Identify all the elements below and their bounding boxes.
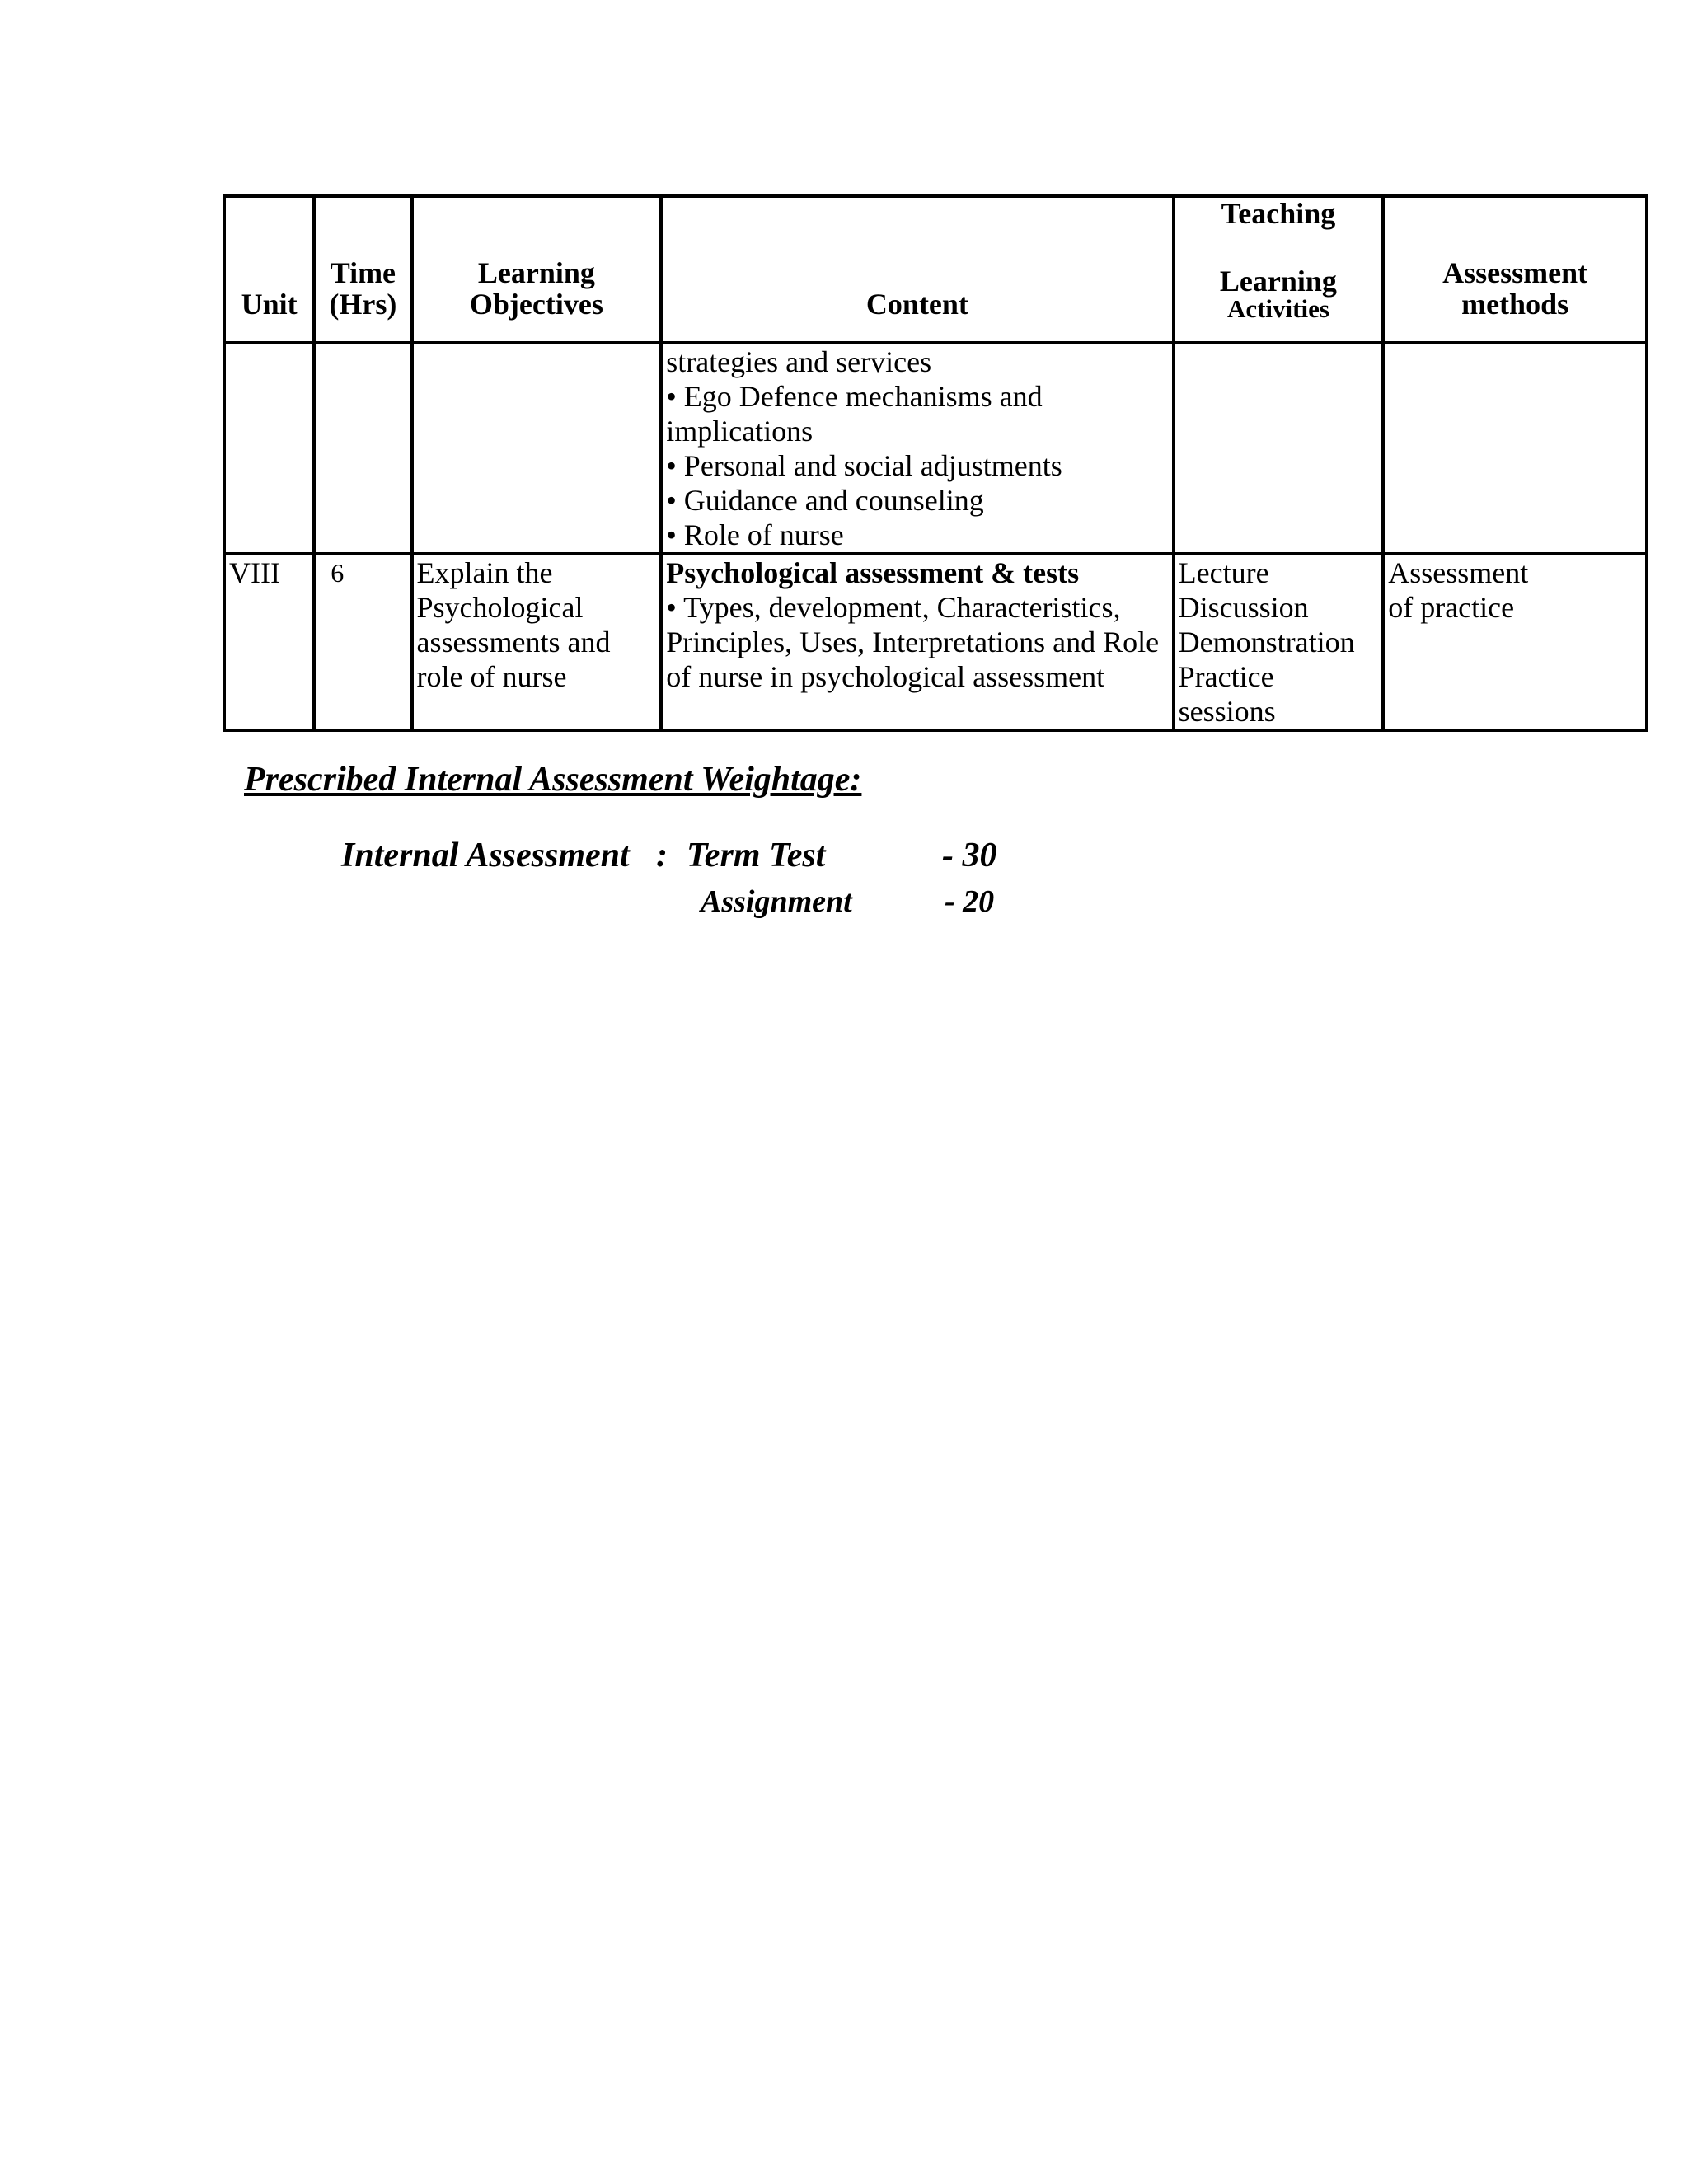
activity-item: Discussion [1178,591,1309,624]
assessment-line: Assessment [1388,556,1529,589]
cell-objectives: Explain the Psychological assessments and role of nurse [412,554,662,730]
cell-activities-empty [1174,343,1384,554]
header-unit: Unit [224,196,314,343]
content-text: • Types, development, Characteristics, Principles, Uses, Interpretations and Role of nurse in psychological assessment [666,591,1160,693]
assessment-line: of practice [1388,591,1515,624]
header-content: Content [661,196,1173,343]
header-teaching-line2: Learning [1219,265,1337,298]
weightage-heading: Prescribed Internal Assessment Weightage: [244,761,862,799]
activity-item: Demonstration [1178,626,1355,658]
assignment-label: Assignment [701,884,852,919]
cell-time-empty [314,343,411,554]
header-assessment-methods: Assessment methods [1383,196,1647,343]
weightage-colon: : [656,837,668,874]
activity-item: Lecture [1178,556,1269,589]
term-test-value: - 30 [942,837,997,874]
header-teaching-line3: Activities [1226,294,1329,323]
cell-activities [1174,554,1384,730]
activity-item: Practice sessions [1178,660,1276,728]
table-row-unit-viii [224,554,1647,730]
cell-assessment-empty [1383,343,1647,554]
table-row-continued [224,343,1647,554]
cell-objectives-empty [412,343,662,554]
cell-content [661,554,1173,730]
cell-unit: VIII [224,554,314,730]
content-line: • Personal and social adjustments [666,449,1062,482]
header-teaching-learning-activities [1174,196,1384,343]
cell-time: 6 [314,554,411,730]
internal-assessment-label: Internal Assessment [341,837,630,874]
cell-unit-empty [224,343,314,554]
header-learning-objectives: Learning Objectives [412,196,662,343]
cell-content-continued [661,343,1173,554]
header-time: Time (Hrs) [314,196,411,343]
content-line: strategies and services [666,345,932,378]
term-test-label: Term Test [687,837,826,874]
content-topic: Psychological assessment & tests [666,556,1080,589]
table-header-row [224,196,1647,343]
content-line: implications [666,415,814,448]
syllabus-table [223,194,1648,732]
content-line: • Guidance and counseling [666,484,984,517]
cell-assessment [1383,554,1647,730]
assignment-value: - 20 [945,884,995,919]
header-teaching-line1: Teaching [1221,197,1336,230]
content-line: • Ego Defence mechanisms and [666,380,1043,413]
content-line: • Role of nurse [666,518,844,551]
